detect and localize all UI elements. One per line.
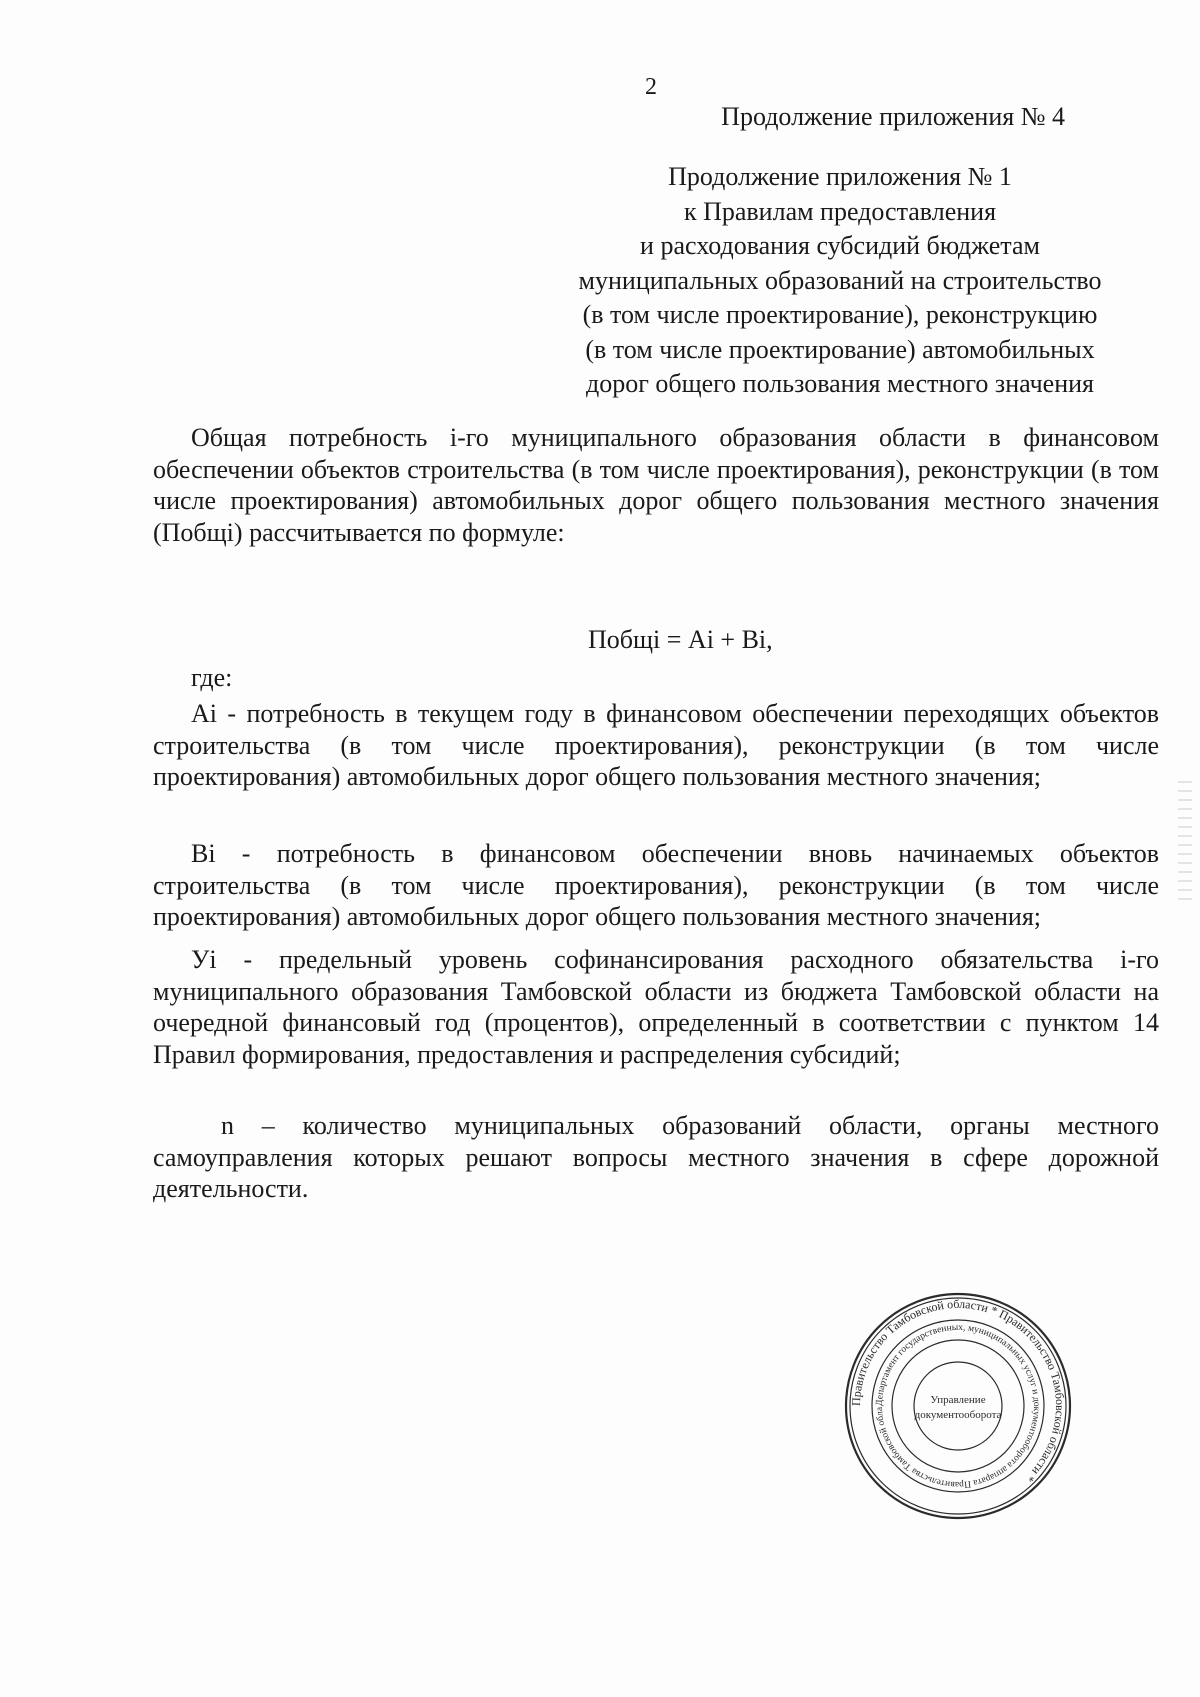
stamp-center-line2: документооборота (914, 1409, 1002, 1421)
header-line: и расходования субсидий бюджетам (640, 231, 1040, 260)
page-number: 2 (645, 74, 657, 100)
intro-paragraph: Общая потребность i-го муниципального образования области в финансовом обеспечении объектов строительства (в том числе проектирования), реконструкции (в том числе проектирования) автомобильных дорог общего пользования местного значения (Побщi) рассчитывается по формуле: (153, 423, 1159, 547)
definition-ai: Аi - потребность в текущем году в финансовом обеспечении переходящих объектов строительства (в том числе проектирования), реконструкции (в том числе проектирования) автомобильных дорог общего пользования местного значения; (153, 699, 1159, 791)
definition-bi: Вi - потребность в финансовом обеспечении вновь начинаемых объектов строительства (в том числе проектирования), реконструкции (в том числе проектирования) автомобильных дорог общего пользования местного значения; (153, 839, 1159, 931)
where-label: где: (191, 663, 233, 692)
appendix-header (540, 160, 1140, 402)
header-line: муниципальных образований на строительство (578, 265, 1102, 295)
header-line: (в том числе проектирование), реконструкцию (582, 300, 1098, 329)
header-line: к Правилам предоставления (683, 196, 997, 226)
continuation-title: Продолжение приложения № 4 (721, 102, 1065, 131)
header-line: Продолжение приложения № 1 (668, 162, 1012, 191)
scan-noise (1178, 780, 1192, 900)
stamp-seal-icon (842, 1290, 1074, 1522)
header-line: дорог общего пользования местного значения (585, 369, 1095, 398)
formula: Побщi = Аi + Вi, (588, 625, 773, 654)
definition-n: n – количество муниципальных образований области, органы местного самоуправления которых решают вопросы местного значения в сфере дорожной деятельности. (153, 1111, 1159, 1203)
stamp-middle-text: Департамент государственных, муниципальных услуг и документооборота аппарата Правительства Тамбовской обла (874, 1322, 1042, 1490)
official-stamp (842, 1290, 1074, 1522)
header-line: (в том числе проектирование) автомобильных (585, 334, 1095, 364)
stamp-center-line1: Управление (930, 1394, 986, 1406)
definition-yi: Уi - предельный уровень софинансирования расходного обязательства i-го муниципального образования Тамбовской области из бюджета Тамбовской области на очередной финансовый год (процентов), определенный в соответствии с пунктом 14 Правил формирования, предоставления и распределения субсидий; (153, 945, 1159, 1069)
stamp-outer-text: Правительство Тамбовской области * Правительство Тамбовской области * (848, 1296, 1068, 1486)
